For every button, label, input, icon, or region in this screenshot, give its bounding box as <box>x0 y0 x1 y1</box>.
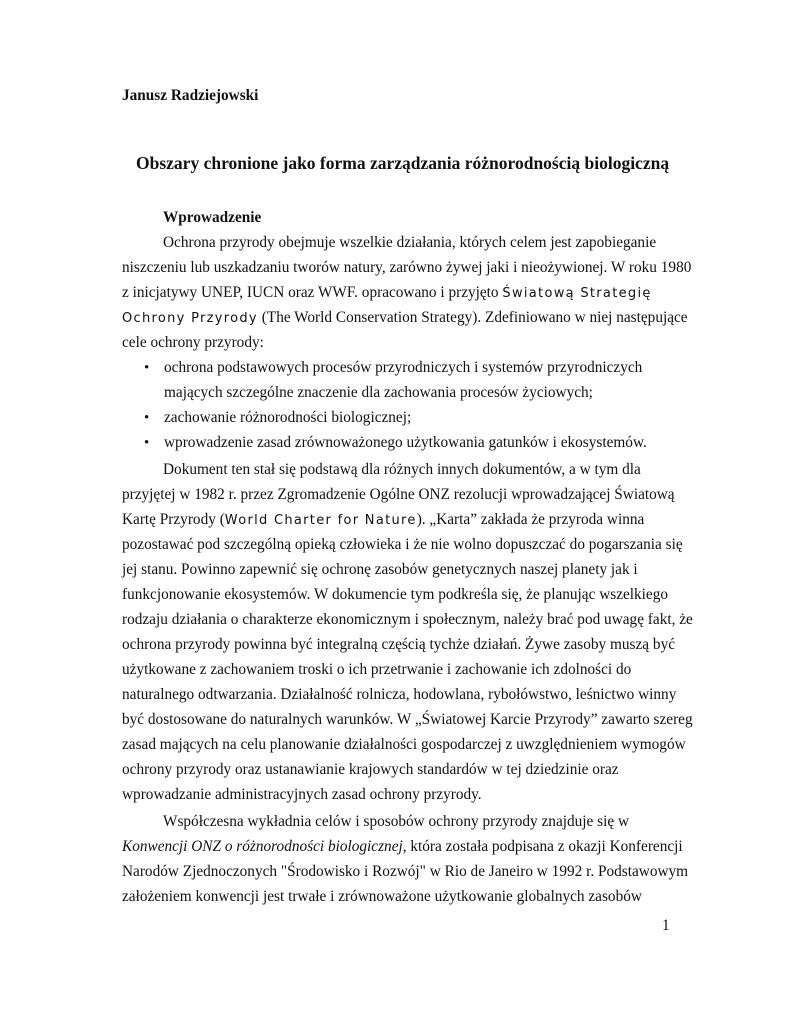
paragraph-line: cele ochrony przyrody: <box>122 334 264 351</box>
bullet-icon: • <box>144 410 150 426</box>
paragraph-line: wprowadzanie administracyjnych zasad ochrony przyrody. <box>122 786 482 803</box>
paragraph-line: Ochrona przyrody obejmuje wszelkie działania, których celem jest zapobieganie <box>163 234 657 251</box>
author-name: Janusz Radziejowski <box>122 87 259 104</box>
paragraph-line: zasad mających na celu planowanie działalności gospodarczej z uwzględnieniem wymogów <box>122 736 686 753</box>
paragraph-line: Dokument ten stał się podstawą dla różnych innych dokumentów, a w tym dla <box>163 461 641 478</box>
paragraph-line: rodzaju działania o charakterze ekonomicznym i społecznym, należy brać pod uwagę fakt, że <box>122 611 693 628</box>
paragraph-line: Kartę Przyrody (World Charter for Nature). „Karta” zakłada że przyroda winna <box>122 511 645 528</box>
document-title: Obszary chronione jako forma zarządzania różnorodnością biologiczną <box>136 153 670 173</box>
list-item: wprowadzenie zasad zrównoważonego użytkowania gatunków i ekosystemów. <box>164 434 647 451</box>
paragraph-line: Konwencji ONZ o różnorodności biologicznej, która została podpisana z okazji Konferencji <box>122 838 683 855</box>
paragraph-line: Ochrony Przyrody (The World Conservation Strategy). Zdefiniowano w niej następujące <box>122 309 688 326</box>
paragraph-line: funkcjonowanie ekosystemów. W dokumencie tym podkreśla się, że planując wszelkiego <box>122 586 669 603</box>
bullet-icon: • <box>144 360 150 376</box>
section-heading: Wprowadzenie <box>163 209 262 226</box>
paragraph-line: Współczesna wykładnia celów i sposobów ochrony przyrody znajduje się w <box>163 813 630 830</box>
paragraph-line: jej stanu. Powinno zapewnić się ochronę zasobów genetycznych naszej planety jak i <box>122 561 638 578</box>
paragraph-line: Narodów Zjednoczonych "Środowisko i Rozwój" w Rio de Janeiro w 1992 r. Podstawowym <box>122 863 689 880</box>
paragraph-line: użytkowane z zachowaniem troski o ich przetrwanie i zachowanie ich zdolności do <box>122 661 632 678</box>
paragraph-line: naturalnego odtwarzania. Działalność rolnicza, hodowlana, rybołówstwo, leśnictwo winny <box>122 686 677 703</box>
list-item: mających szczególne znaczenie dla zachowania procesów życiowych; <box>164 384 593 401</box>
list-item: ochrona podstawowych procesów przyrodniczych i systemów przyrodniczych <box>164 359 643 376</box>
paragraph-line: ochrona przyrody powinna być integralną częścią tychże działań. Żywe zasoby muszą być <box>122 636 676 653</box>
list-item: zachowanie różnorodności biologicznej; <box>164 409 412 426</box>
paragraph-line: przyjętej w 1982 r. przez Zgromadzenie Ogólne ONZ rezolucji wprowadzającej Światową <box>122 486 675 503</box>
paragraph-line: niszczeniu lub uszkadzaniu tworów natury, zarówno żywej jaki i nieożywionej. W roku 1980 <box>122 259 692 276</box>
page-number: 1 <box>662 917 670 934</box>
paragraph-line: ochrony przyrody oraz ustanawianie krajowych standardów w tej dziedzinie oraz <box>122 761 619 778</box>
paragraph-line: z inicjatywy UNEP, IUCN oraz WWF. opracowano i przyjęto Światową Strategię <box>122 284 652 301</box>
bullet-icon: • <box>144 435 150 451</box>
paragraph-line: pozostawać pod szczególną opieką człowieka i że nie wolno dopuszczać do pogarszania się <box>122 536 683 553</box>
paragraph-line: założeniem konwencji jest trwałe i zrównoważone użytkowanie globalnych zasobów <box>122 888 642 905</box>
paragraph-line: być dostosowane do naturalnych warunków. W „Światowej Karcie Przyrody” zawarto szereg <box>122 711 693 728</box>
